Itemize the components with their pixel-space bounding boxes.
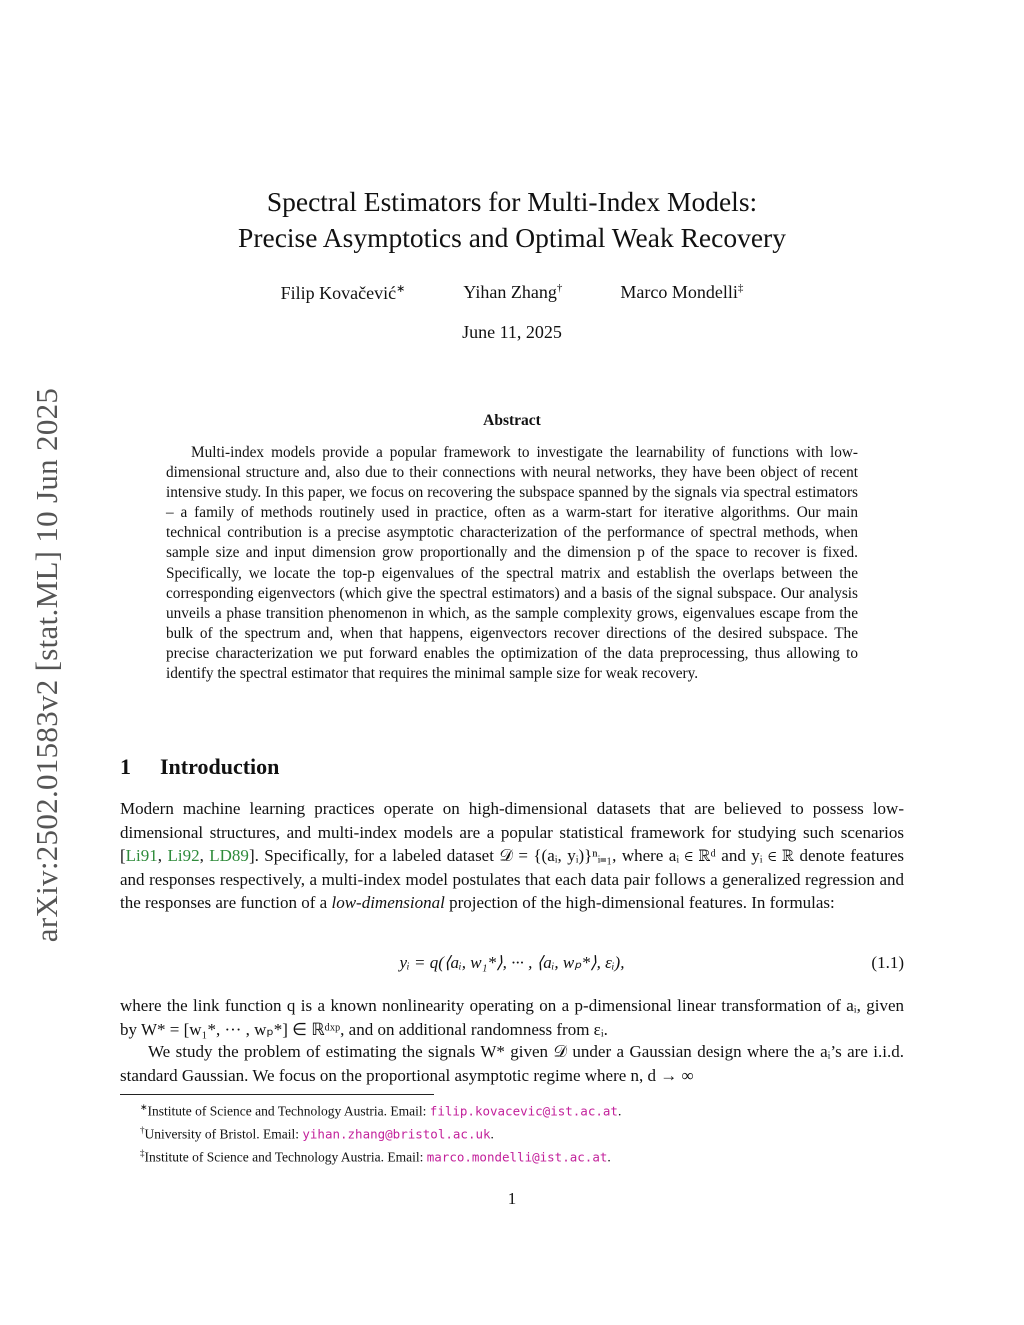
abstract-heading: Abstract: [483, 412, 541, 429]
paragraph-text: Modern machine learning practices operate on high-dimensional datasets that are believed to possess low-dimensional structures, and multi-index models are a popular statistical framework for studying such scenarios [: [120, 799, 904, 865]
author-name: Marco Mondelli: [620, 282, 738, 302]
emphasis-text: low-dimensional: [331, 893, 445, 912]
footnote-divider: [120, 1094, 434, 1095]
arxiv-side-stamp: arXiv:2502.01583v2 [stat.ML] 10 Jun 2025: [29, 387, 64, 943]
citation-link[interactable]: Li91: [125, 846, 158, 865]
equation-number: (1.1): [871, 953, 904, 972]
citation-link[interactable]: Li92: [167, 846, 200, 865]
affiliation-mark: ‡: [737, 282, 744, 294]
footnote: †University of Bristol. Email: yihan.zhang@bristol.ac.uk.: [140, 1125, 494, 1142]
footnote-text: Institute of Science and Technology Austria. Email:: [144, 1149, 427, 1165]
email-link[interactable]: marco.mondelli@ist.ac.at: [426, 1149, 608, 1165]
intro-paragraph-2: where the link function q is a known nonlinearity operating on a p-dimensional linear transformation of aᵢ, given by W* = [w₁*, ··· , wₚ*] ∈ ℝᵈˣᵖ, and on additional randomness from εᵢ.: [120, 996, 904, 1039]
footnote-mark: †: [140, 1125, 145, 1135]
email-link[interactable]: filip.kovacevic@ist.ac.at: [429, 1103, 618, 1119]
title-line-2: Precise Asymptotics and Optimal Weak Recovery: [238, 222, 786, 253]
publication-date: June 11, 2025: [462, 322, 562, 342]
author-name: Filip Kovačević: [280, 283, 397, 303]
section-heading: [120, 754, 279, 780]
page-number: 1: [507, 1189, 517, 1208]
abstract-text: Multi-index models provide a popular framework to investigate the learnability of functions with low-dimensional structure and, also due to their connections with neural networks, they have been object of recent intensive study. In this paper, we focus on recovering the subspace spanned by the signals via spectral estimators – a family of methods routinely used in practice, often as a warm-start for iterative algorithms. Our main technical contribution is a precise asymptotic characterization of the performance of spectral methods, when sample size and input dimension grow proportionally and the dimension p of the space to recover is fixed. Specifically, we locate the top-p eigenvalues of the spectral matrix and establish the overlaps between the corresponding eigenvectors (which give the spectral estimators) and a basis of the signal subspace. Our analysis unveils a phase transition phenomenon in which, as the sample complexity grows, eigenvalues escape from the bulk of the spectrum and, when that happens, eigenvectors recover directions of the desired subspace. The precise characterization we put forward enables the optimization of the data preprocessing, thus allowing to identify the spectral estimator that requires the minimal sample size for weak recovery.: [166, 444, 858, 683]
affiliation-mark: †: [556, 282, 563, 294]
paper-title: [0, 184, 1024, 256]
intro-paragraph-1: [120, 797, 904, 915]
affiliation-mark: ∗: [396, 283, 406, 295]
equation: yᵢ = q(⟨aᵢ, w₁*⟩, ··· , ⟨aᵢ, wₚ*⟩, εᵢ),: [399, 953, 625, 972]
author: [620, 282, 743, 304]
footnote-text: Institute of Science and Technology Austria. Email:: [147, 1103, 430, 1119]
footnote-mark: ∗: [140, 1102, 148, 1112]
footnote: ‡Institute of Science and Technology Austria. Email: marco.mondelli@ist.ac.at.: [140, 1148, 611, 1165]
paragraph-text: projection of the high-dimensional features. In formulas:: [444, 893, 835, 912]
citation-separator: ,: [157, 846, 168, 865]
author: [281, 282, 406, 304]
author: [463, 282, 562, 304]
citation-separator: ,: [199, 846, 210, 865]
footnotes: [120, 1098, 904, 1167]
section-number: 1: [120, 754, 131, 779]
footnote: ∗Institute of Science and Technology Austria. Email: filip.kovacevic@ist.ac.at.: [140, 1102, 622, 1119]
footnote-text: University of Bristol. Email:: [144, 1126, 303, 1142]
title-line-1: Spectral Estimators for Multi-Index Models:: [266, 186, 758, 217]
section-title: Introduction: [160, 754, 280, 779]
citation-link[interactable]: LD89: [209, 846, 249, 865]
paragraph-text: ]. Specifically, for a labeled dataset 𝒟 = {(aᵢ, yᵢ)}ⁿᵢ₌₁, where aᵢ ∈ ℝᵈ and yᵢ ∈ ℝ denote features and responses respectively, a multi-index model postulates that each data pair follows a generalized regression and the responses are function of a: [120, 846, 905, 912]
author-list: [0, 282, 1024, 304]
intro-paragraph-3: We study the problem of estimating the signals W* given 𝒟 under a Gaussian design where the aᵢ’s are i.i.d. standard Gaussian. We focus on the proportional asymptotic regime where n, d → ∞: [120, 1042, 904, 1085]
author-name: Yihan Zhang: [463, 282, 557, 302]
email-link[interactable]: yihan.zhang@bristol.ac.uk: [302, 1126, 491, 1142]
footnote-mark: ‡: [140, 1148, 145, 1158]
